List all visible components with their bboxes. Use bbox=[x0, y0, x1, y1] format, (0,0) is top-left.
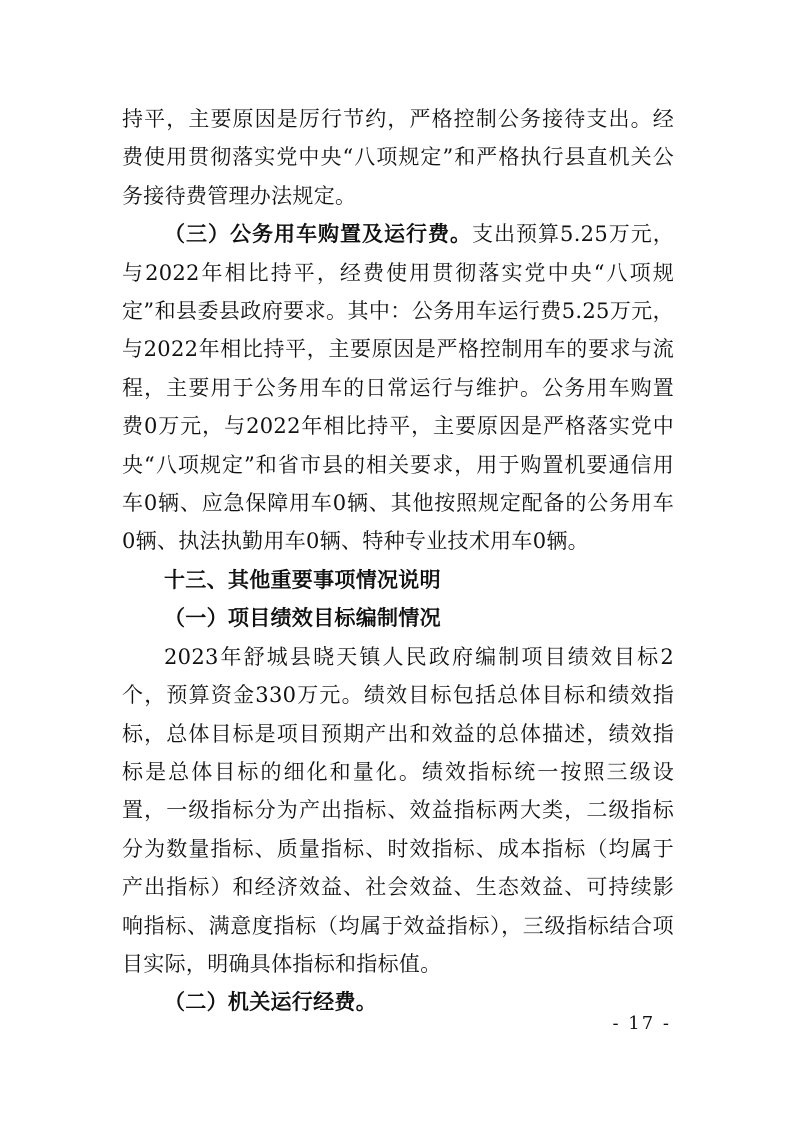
document-body bbox=[122, 100, 674, 1022]
subheading-operating-expense: （二）机关运行经费。 bbox=[164, 989, 377, 1015]
section-heading-other-matters: 十三、其他重要事项情况说明 bbox=[164, 566, 441, 592]
paragraph-performance-goals: 2023年舒城县晓天镇人民政府编制项目绩效目标2个，预算资金330万元。绩效目标包括总体目标和绩效指标，总体目标是项目预期产出和效益的总体描述，绩效指标是总体目标的细化和量化。绩效指标统一按照三级设置，一级指标分为产出指标、效益指标两大类，二级指标分为数量指标、质量指标、时效指标、成本指标（均属于产出指标）和经济效益、社会效益、生态效益、可持续影响指标、满意度指标（均属于效益指标），三级指标结合项目实际，明确具体指标和指标值。 bbox=[122, 644, 674, 976]
vehicle-expense-body: 支出预算5.25万元，与2022年相比持平，经费使用贯彻落实党中央“八项规定”和县委县政府要求。其中：公务用车运行费5.25万元，与2022年相比持平，主要原因是严格控制用车的要求与流程，主要用于公务用车的日常运行与维护。公务用车购置费0万元，与2022年相比持平，主要原因是严格落实党中央“八项规定”和省市县的相关要求，用于购置机要通信用车0辆、应急保障用车0辆、其他按照规定配备的公务用车0辆、执法执勤用车0辆、特种专业技术用车0辆。 bbox=[122, 222, 674, 554]
subheading-performance-goals: （一）项目绩效目标编制情况 bbox=[164, 605, 441, 631]
subheading-vehicle-expense: （三）公务用车购置及运行费。 bbox=[164, 221, 473, 247]
paragraph-reception-expense: 持平，主要原因是厉行节约，严格控制公务接待支出。经费使用贯彻落实党中央“八项规定”和严格执行县直机关公务接待费管理办法规定。 bbox=[122, 107, 674, 208]
paragraph-vehicle-expense bbox=[122, 215, 674, 561]
page-number: - 17 - bbox=[612, 1013, 671, 1034]
